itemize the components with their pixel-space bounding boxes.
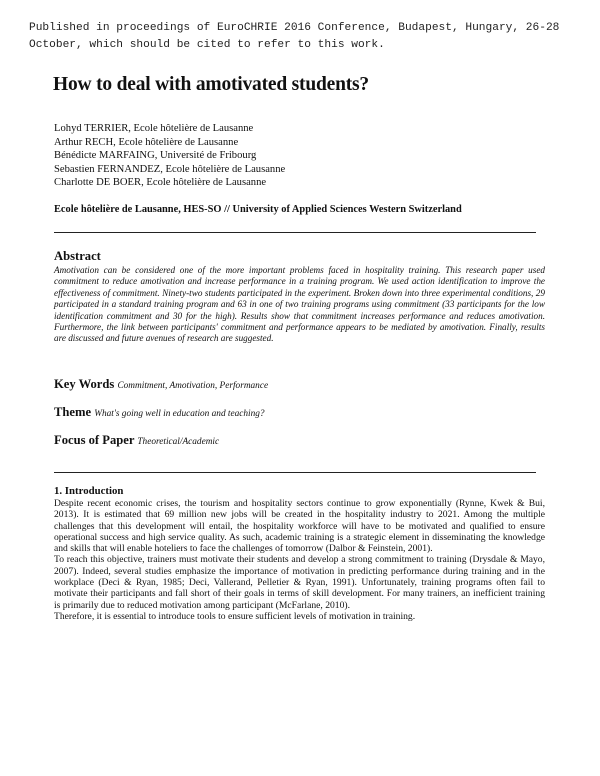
intro-paragraph: To reach this objective, trainers must motivate their students and develop a strong commitment to training (Drysdale & Mayo, 2007). Indeed, several studies emphasize the importance of motivation in predicting performance during training and in the workplace (Deci & Ryan, 1985; Deci, Vallerand, Pelletier & Ryan, 1991). Unfortunately, training programs often fail to motivate their participants and fall short of their goals in terms of skill development. For many trainers, an inefficient training is primarily due to reduced motivation among participant (McFarlane, 2010). (54, 554, 545, 611)
abstract-heading: Abstract (54, 249, 101, 263)
divider-bottom (54, 472, 536, 473)
keywords-label: Key Words (54, 377, 118, 391)
keywords-value: Commitment, Amotivation, Performance (117, 381, 269, 391)
author-line: Arthur RECH, Ecole hôtelière de Lausanne (54, 136, 239, 148)
focus-value: Theoretical/Academic (137, 437, 220, 447)
theme-value: What's going well in education and teaching? (94, 409, 265, 419)
author-line: Bénédicte MARFAING, Université de Fribourg (54, 150, 257, 162)
intro-paragraph: Despite recent economic crises, the tourism and hospitality sectors continue to grow exponentially (Rynne, Kwek & Bui, 2013). It is estimated that 69 million new jobs will be created in the hospitality industry to 2021. Among the multiple challenges that this development will entail, the hospitality workforce will have to be motivated and qualified to ensure operational success and high service quality. As such, academic training is a strategic element in disseminating the knowledge and skills that will enable hoteliers to face the challenges of tomorrow (Dalbor & Feinstein, 2001). (54, 498, 545, 555)
focus-row (54, 433, 219, 448)
author-line: Sebastien FERNANDEZ, Ecole hôtelière de Lausanne (54, 163, 286, 175)
author-line: Lohyd TERRIER, Ecole hôtelière de Lausanne (54, 123, 254, 134)
author-line: Charlotte DE BOER, Ecole hôtelière de Lausanne (54, 177, 267, 189)
intro-body (54, 498, 545, 622)
author-list (54, 122, 285, 190)
publication-note: Published in proceedings of EuroCHRIE 2016 Conference, Budapest, Hungary, 26-28 October, which should be cited to refer to this work. (29, 22, 567, 51)
intro-heading: 1. Introduction (54, 485, 124, 497)
theme-label: Theme (54, 405, 95, 419)
intro-paragraph: Therefore, it is essential to introduce tools to ensure sufficient levels of motivation in training. (54, 610, 416, 622)
abstract-text: Amotivation can be considered one of the more important problems faced in hospitality training. This research paper used commitment to reduce amotivation and increase performance in a training program. We used action identification to improve the effectiveness of commitment. Ninety-two students participated in the experiment. Broken down into three experimental conditions, 29 participated in a standard training program and 63 in one of two training programs using commitment (33 participants for the low identification commitment and 30 for the high). Results show that commitment increases performance and reduces amotivation. Furthermore, the link between participants' commitment and performance appears to be mediated by amotivation. Finally, results are discussed and future avenues of research are suggested. (54, 265, 545, 344)
focus-label: Focus of Paper (54, 433, 138, 447)
institution-affiliation: Ecole hôtelière de Lausanne, HES-SO // University of Applied Sciences Western Switzerland (54, 204, 462, 215)
divider-top (54, 232, 536, 233)
keywords-row (54, 377, 268, 392)
theme-row (54, 405, 265, 420)
paper-title: How to deal with amotivated students? (53, 74, 369, 95)
